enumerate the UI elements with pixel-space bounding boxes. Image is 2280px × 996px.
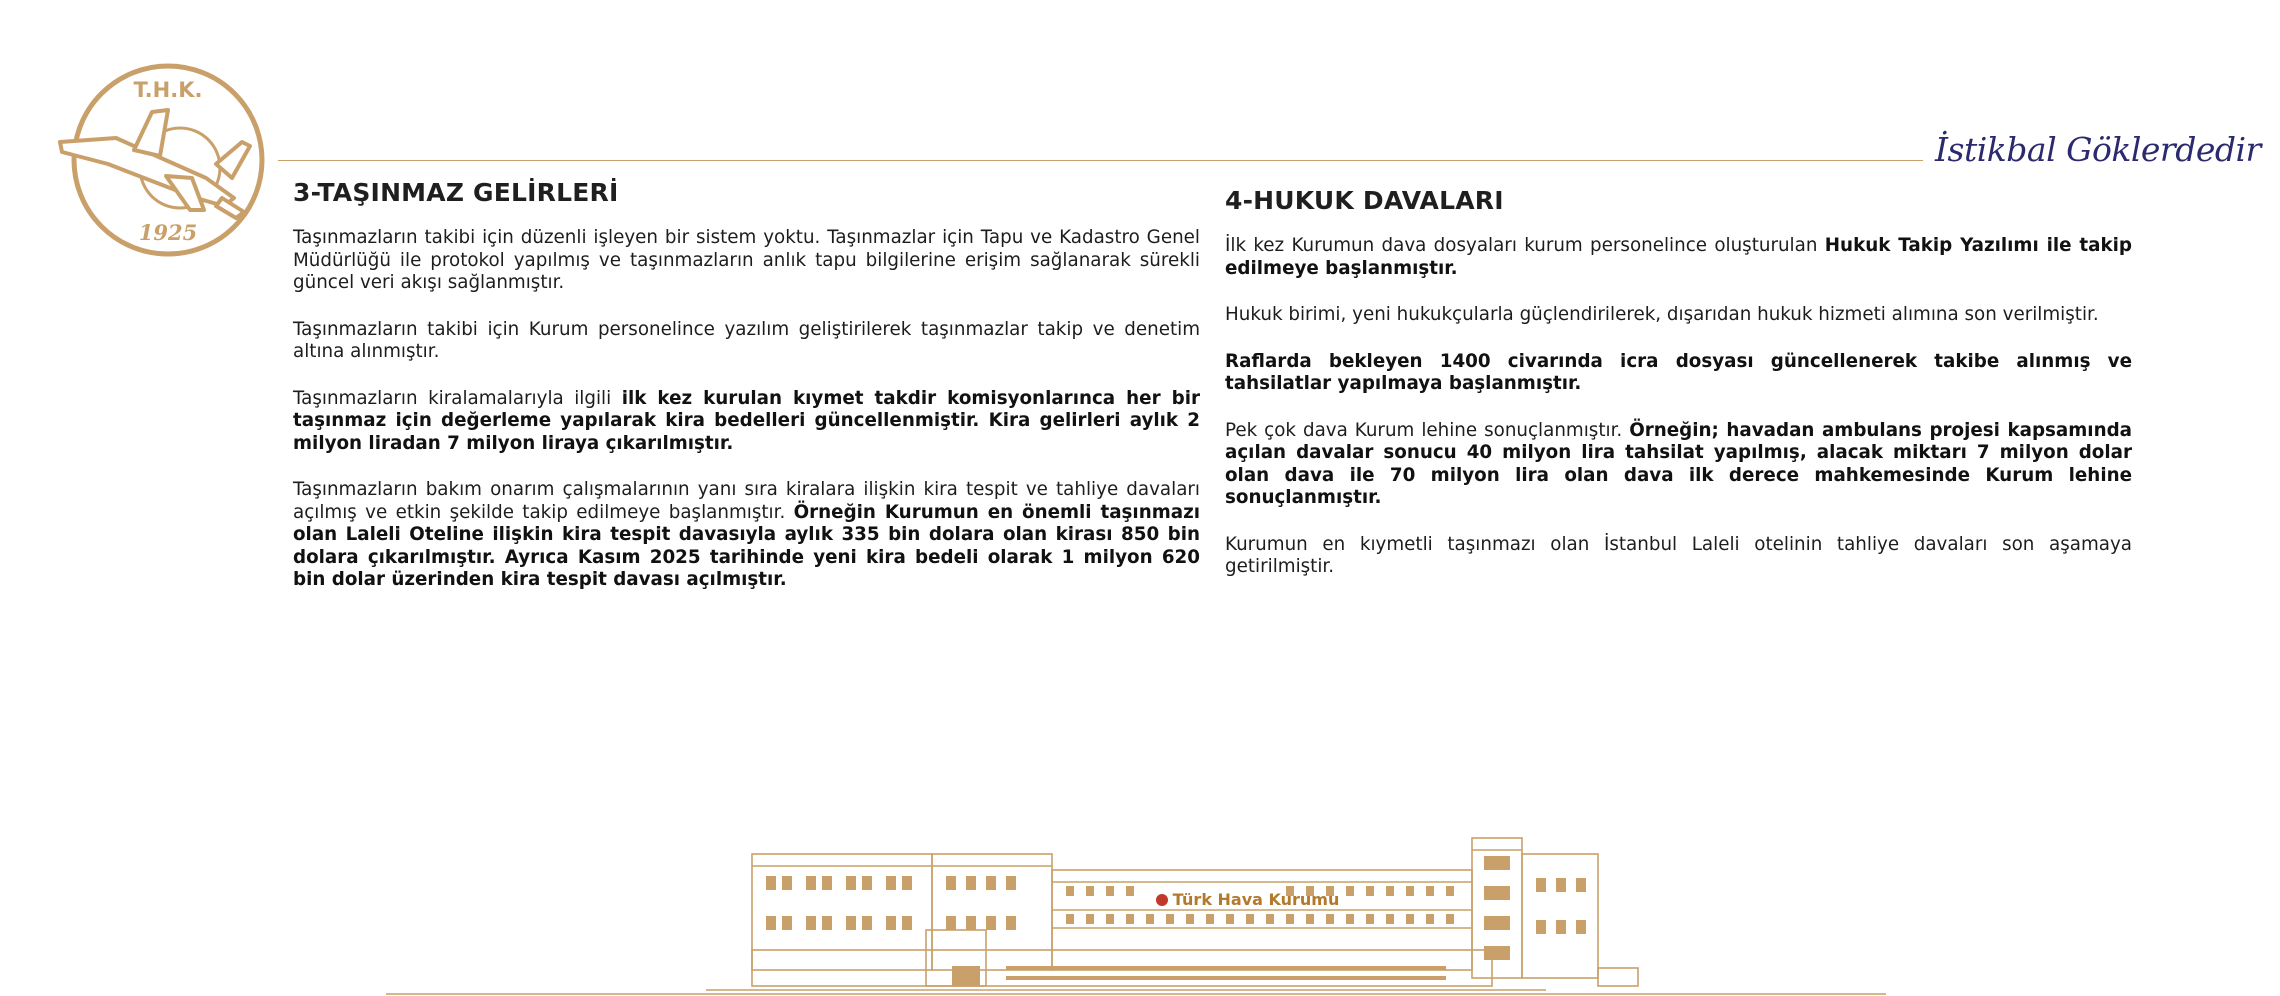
paragraph-text: Taşınmazların bakım onarım çalışmalarının yanı sıra kiralara ilişkin kira tespit ve tahliye davaları açılmış ve etkin şekilde takip edilmeye başlanmıştır. bbox=[293, 479, 1200, 523]
paragraph-text: Taşınmazların kiralamalarıyla ilgili bbox=[293, 387, 622, 409]
paragraph-bold-text: Hukuk Takip Yazılımı ile takip edilmeye başlanmıştır. bbox=[1225, 235, 2133, 279]
paragraph-4 bbox=[293, 479, 1200, 592]
paragraph-3 bbox=[293, 388, 1200, 456]
paragraph-1: Taşınmazların takibi için düzenli işleyen bir sistem yoktu. Taşınmazlar için Tapu ve Kadastro Genel Müdürlüğü ile protokol yapılmış ve taşınmazların anlık tapu bilgilerine erişim sağlanarak sürekli güncel veri akışı sağlanmıştır. bbox=[293, 227, 1200, 293]
paragraph-4 bbox=[1225, 420, 2132, 510]
paragraph-1 bbox=[1225, 235, 2132, 280]
logo-letters: T.H.K. bbox=[133, 78, 203, 102]
paragraph-2: Taşınmazların takibi için Kurum personelince yazılım geliştirilerek taşınmazlar takip ve denetim altına alınmıştır. bbox=[293, 318, 1200, 362]
section-hukuk-davalari bbox=[1225, 186, 2132, 603]
paragraph-text: Pek çok dava Kurum lehine sonuçlanmıştır. bbox=[1225, 419, 1630, 441]
paragraph-3 bbox=[1225, 351, 2132, 396]
slogan: İstikbal Göklerdedir bbox=[1935, 130, 2261, 169]
paragraph-bold-text: Raflarda bekleyen 1400 civarında icra dosyası güncellenerek takibe alınmış ve tahsilatlar yapılmaya başlanmıştır. bbox=[1225, 350, 2132, 394]
paragraph-bold-text: Örneğin; havadan ambulans projesi kapsamında açılan davalar sonucu 40 milyon lira tahsilat yapılmış, alacak miktarı 7 milyon dolar olan dava ile 70 milyon lira olan dava ilk derece mahkemesinde Kurum lehine sonuçlanmıştır. bbox=[1225, 419, 2133, 508]
thk-logo bbox=[56, 60, 280, 260]
paragraph-bold-text: Örneğin Kurumun en önemli taşınmazı olan Laleli Oteline ilişkin kira tespit davasıyla aylık 335 bin dolara olan kirası 850 bin dolara çıkarılmıştır. Ayrıca Kasım 2025 tarihinde yeni kira bedeli olarak 1 milyon 620 bin dolar üzerinden kira tespit davası açılmıştır. bbox=[293, 501, 1200, 590]
paragraph-text: İlk kez Kurumun dava dosyaları kurum personelince oluşturulan bbox=[1225, 235, 1825, 256]
paragraph-2: Hukuk birimi, yeni hukukçularla güçlendirilerek, dışarıdan hukuk hizmeti alımına son verilmiştir. bbox=[1225, 304, 2099, 325]
section-heading: 3-TAŞINMAZ GELİRLERİ bbox=[293, 178, 619, 207]
logo-year: 1925 bbox=[138, 220, 198, 245]
paragraph-5: Kurumun en kıymetli taşınmazı olan İstanbul Laleli otelinin tahliye davaları son aşamaya getirilmiştir. bbox=[1225, 533, 2132, 577]
section-tasinmaz-gelirleri bbox=[293, 178, 1200, 616]
paragraph-bold-text: ilk kez kurulan kıymet takdir komisyonlarınca her bir taşınmaz için değerleme yapılarak kira bedelleri güncellenmiştir. Kira gelirleri aylık 2 milyon liradan 7 milyon liraya çıkarılmıştır. bbox=[293, 387, 1200, 454]
building-illustration bbox=[386, 830, 1886, 996]
header-rule bbox=[278, 160, 1923, 161]
airplane-icon bbox=[60, 110, 250, 218]
section-heading: 4-HUKUK DAVALARI bbox=[1225, 186, 1504, 215]
building-sign: Türk Hava Kurumu bbox=[1172, 890, 1340, 909]
